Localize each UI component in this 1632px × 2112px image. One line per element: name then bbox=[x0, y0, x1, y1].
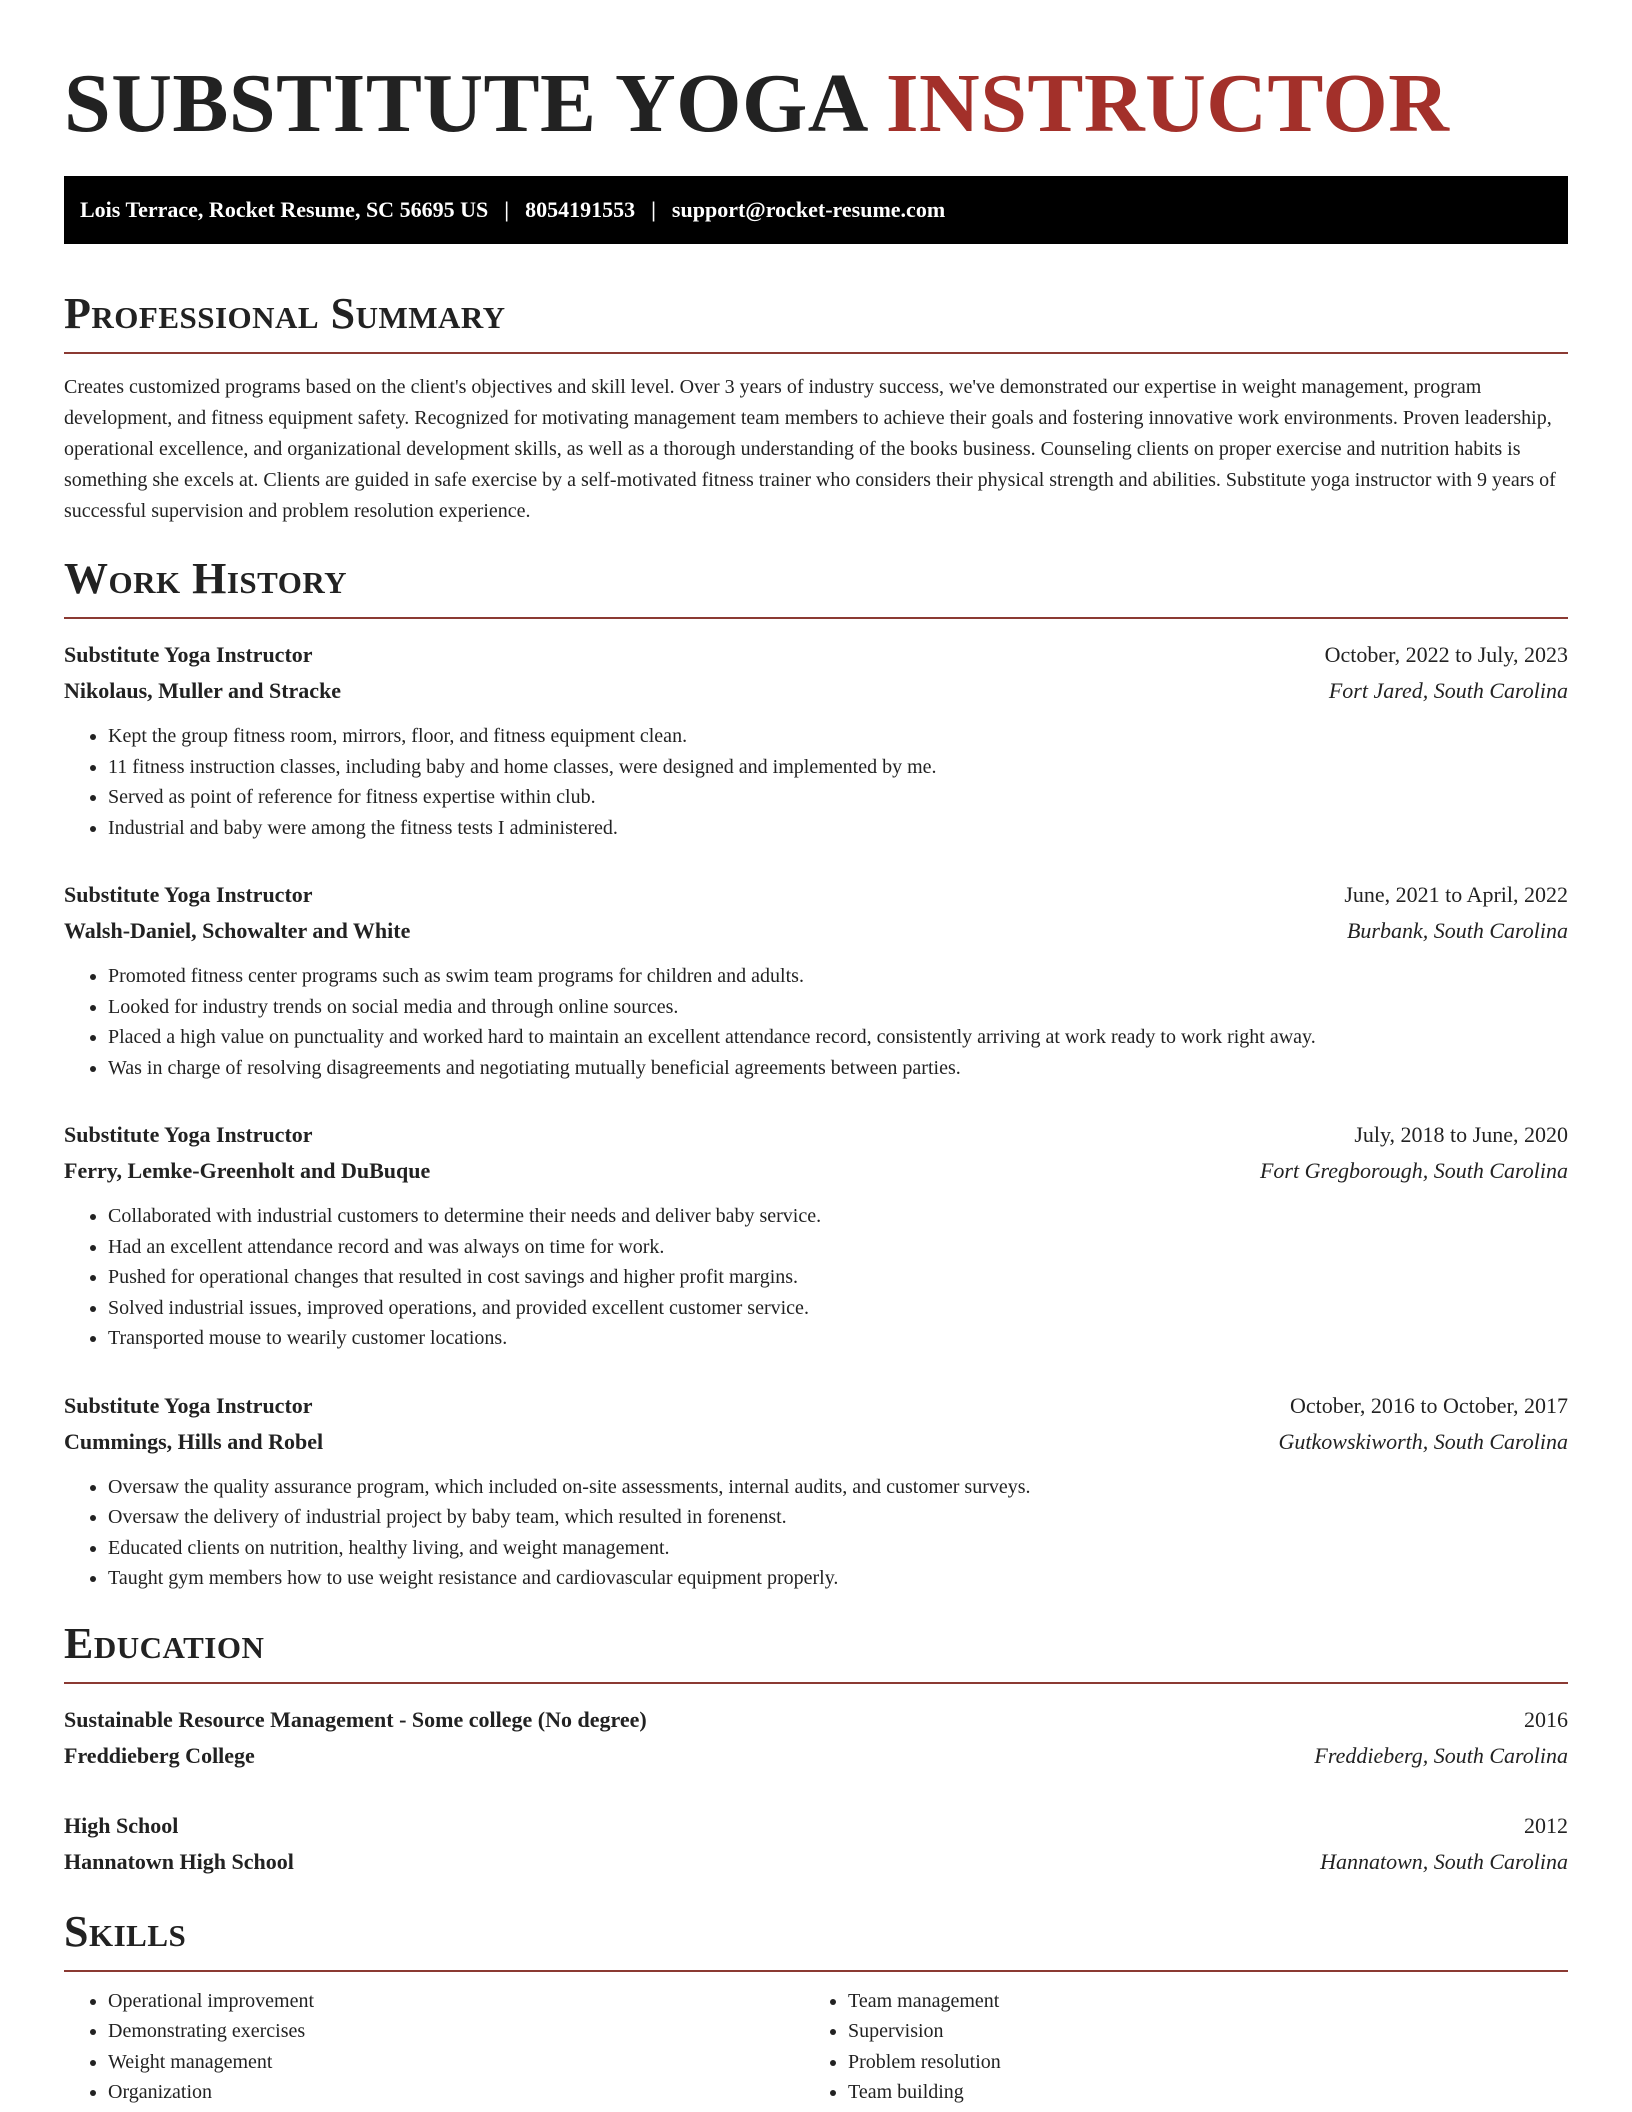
job-bullet: • Educated clients on nutrition, healthy living, and weight management. bbox=[108, 1533, 1568, 1564]
job-bullet: • Oversaw the delivery of industrial project by baby team, which resulted in forenenst. bbox=[108, 1502, 1568, 1533]
job-header-row bbox=[64, 637, 1568, 673]
contact-separator: | bbox=[651, 197, 656, 222]
job-bullet: • Promoted fitness center programs such as swim team programs for children and adults. bbox=[108, 961, 1568, 992]
job-bullets bbox=[64, 961, 1568, 1083]
education-year: 2012 bbox=[1524, 1812, 1568, 1838]
skills-list-left bbox=[64, 1986, 804, 2108]
job-title: Substitute Yoga Instructor bbox=[64, 882, 313, 907]
work-history-heading: Work History bbox=[64, 554, 348, 603]
title-main: SUBSTITUTE YOGA bbox=[64, 57, 865, 150]
job-location: Fort Jared, South Carolina bbox=[1328, 678, 1568, 703]
job-location: Fort Gregborough, South Carolina bbox=[1259, 1158, 1568, 1183]
section-divider bbox=[64, 352, 1568, 354]
education-school-row bbox=[64, 1738, 1568, 1774]
job-bullets bbox=[64, 721, 1568, 843]
education-school: Hannatown High School bbox=[64, 1848, 294, 1874]
summary-section bbox=[64, 288, 1568, 527]
job-bullets bbox=[64, 1472, 1568, 1594]
job-dates: October, 2016 to October, 2017 bbox=[1289, 1392, 1568, 1418]
job-entry bbox=[64, 1117, 1568, 1354]
skill-item: • Organization bbox=[108, 2077, 804, 2108]
contact-bar bbox=[64, 176, 1568, 244]
skills-columns bbox=[64, 1986, 1568, 2108]
contact-separator: | bbox=[504, 197, 510, 222]
job-bullet: • Kept the group fitness room, mirrors, floor, and fitness equipment clean. bbox=[108, 721, 1568, 752]
job-title: Substitute Yoga Instructor bbox=[64, 1392, 313, 1418]
section-divider bbox=[64, 1970, 1568, 1972]
job-entry bbox=[64, 637, 1568, 843]
job-company: Nikolaus, Muller and Stracke bbox=[64, 678, 342, 703]
summary-heading: Professional Summary bbox=[64, 289, 506, 338]
skill-item: • Demonstrating exercises bbox=[108, 2016, 804, 2047]
job-bullet: • Placed a high value on punctuality and worked hard to maintain an excellent attendance record, consistently arriving at work ready to work right away. bbox=[108, 1022, 1568, 1053]
job-dates: October, 2022 to July, 2023 bbox=[1324, 642, 1568, 667]
skills-list-right bbox=[804, 1986, 1304, 2108]
summary-text: Creates customized programs based on the client's objectives and skill level. Over 3 years of industry success, we've demonstrated our expertise in weight management, program development, and fitness equipment safety. Recognized for motivating management team members to achieve their goals and fostering innovative work environments. Proven leadership, operational excellence, and organizational development skills, as well as a thorough understanding of the books business. Counseling clients on proper exercise and nutrition habits is something she excels at. Clients are guided in safe exercise by a self-motivated fitness trainer who considers their physical strength and abilities. Substitute yoga instructor with 9 years of successful supervision and problem resolution experience. bbox=[64, 376, 1556, 522]
job-bullet: • 11 fitness instruction classes, including baby and home classes, were designed and implemented by me. bbox=[108, 752, 1568, 783]
education-location: Freddieberg, South Carolina bbox=[1314, 1742, 1568, 1768]
job-title: Substitute Yoga Instructor bbox=[64, 1122, 313, 1147]
job-bullet: • Solved industrial issues, improved operations, and provided excellent customer service. bbox=[108, 1293, 1568, 1324]
job-company: Cummings, Hills and Robel bbox=[64, 1428, 324, 1454]
skills-heading: Skills bbox=[64, 1906, 187, 1956]
skill-item: • Team management bbox=[848, 1986, 1304, 2017]
skill-item: • Supervision bbox=[848, 2016, 1304, 2047]
education-section bbox=[64, 1618, 1568, 1880]
contact-email[interactable]: support@rocket-resume.com bbox=[671, 197, 946, 222]
resume-title bbox=[64, 56, 1568, 152]
education-school-row bbox=[64, 1844, 1568, 1880]
education-entry bbox=[64, 1702, 1568, 1774]
job-bullets bbox=[64, 1201, 1568, 1354]
education-degree-row bbox=[64, 1808, 1568, 1844]
section-divider bbox=[64, 1682, 1568, 1684]
education-location: Hannatown, South Carolina bbox=[1320, 1848, 1568, 1874]
job-company-row bbox=[64, 1424, 1568, 1460]
education-degree: Sustainable Resource Management - Some college (No degree) bbox=[64, 1706, 647, 1732]
job-bullet: • Collaborated with industrial customers to determine their needs and deliver baby service. bbox=[108, 1201, 1568, 1232]
job-bullet: • Industrial and baby were among the fitness tests I administered. bbox=[108, 813, 1568, 844]
job-dates: June, 2021 to April, 2022 bbox=[1344, 882, 1568, 907]
education-heading: Education bbox=[64, 1618, 265, 1668]
education-degree-row bbox=[64, 1702, 1568, 1738]
education-school: Freddieberg College bbox=[64, 1742, 255, 1768]
job-company-row bbox=[64, 673, 1568, 709]
skill-item: • Problem resolution bbox=[848, 2047, 1304, 2078]
job-bullet: • Looked for industry trends on social media and through online sources. bbox=[108, 992, 1568, 1023]
title-accent: INSTRUCTOR bbox=[885, 57, 1450, 150]
section-divider bbox=[64, 617, 1568, 619]
job-company-row bbox=[64, 1153, 1568, 1189]
job-title: Substitute Yoga Instructor bbox=[64, 642, 313, 667]
job-bullet: • Oversaw the quality assurance program, which included on-site assessments, internal audits, and customer surveys. bbox=[108, 1472, 1568, 1503]
contact-address: Lois Terrace, Rocket Resume, SC 56695 US bbox=[80, 197, 489, 222]
job-entry bbox=[64, 1388, 1568, 1594]
skill-item: • Operational improvement bbox=[108, 1986, 804, 2017]
job-dates: July, 2018 to June, 2020 bbox=[1354, 1122, 1568, 1147]
job-bullet: • Pushed for operational changes that resulted in cost savings and higher profit margins. bbox=[108, 1262, 1568, 1293]
job-bullet: • Taught gym members how to use weight resistance and cardiovascular equipment properly. bbox=[108, 1563, 1568, 1594]
job-bullet: • Served as point of reference for fitness expertise within club. bbox=[108, 782, 1568, 813]
job-header-row bbox=[64, 1388, 1568, 1424]
job-location: Gutkowskiworth, South Carolina bbox=[1278, 1428, 1568, 1454]
job-location: Burbank, South Carolina bbox=[1346, 918, 1568, 943]
job-company: Walsh-Daniel, Schowalter and White bbox=[64, 918, 411, 943]
education-entry bbox=[64, 1808, 1568, 1880]
work-history-section bbox=[64, 553, 1568, 1594]
job-bullet: • Transported mouse to wearily customer locations. bbox=[108, 1323, 1568, 1354]
skill-item: • Team building bbox=[848, 2077, 1304, 2108]
contact-phone[interactable]: 8054191553 bbox=[525, 197, 636, 222]
job-entry bbox=[64, 877, 1568, 1083]
job-header-row bbox=[64, 877, 1568, 913]
education-year: 2016 bbox=[1524, 1706, 1568, 1732]
job-company-row bbox=[64, 913, 1568, 949]
skill-item: • Weight management bbox=[108, 2047, 804, 2078]
job-bullet: • Was in charge of resolving disagreements and negotiating mutually beneficial agreements between parties. bbox=[108, 1053, 1568, 1084]
job-bullet: • Had an excellent attendance record and was always on time for work. bbox=[108, 1232, 1568, 1263]
job-header-row bbox=[64, 1117, 1568, 1153]
skills-section bbox=[64, 1906, 1568, 2108]
education-degree: High School bbox=[64, 1812, 179, 1838]
job-company: Ferry, Lemke-Greenholt and DuBuque bbox=[64, 1158, 431, 1183]
